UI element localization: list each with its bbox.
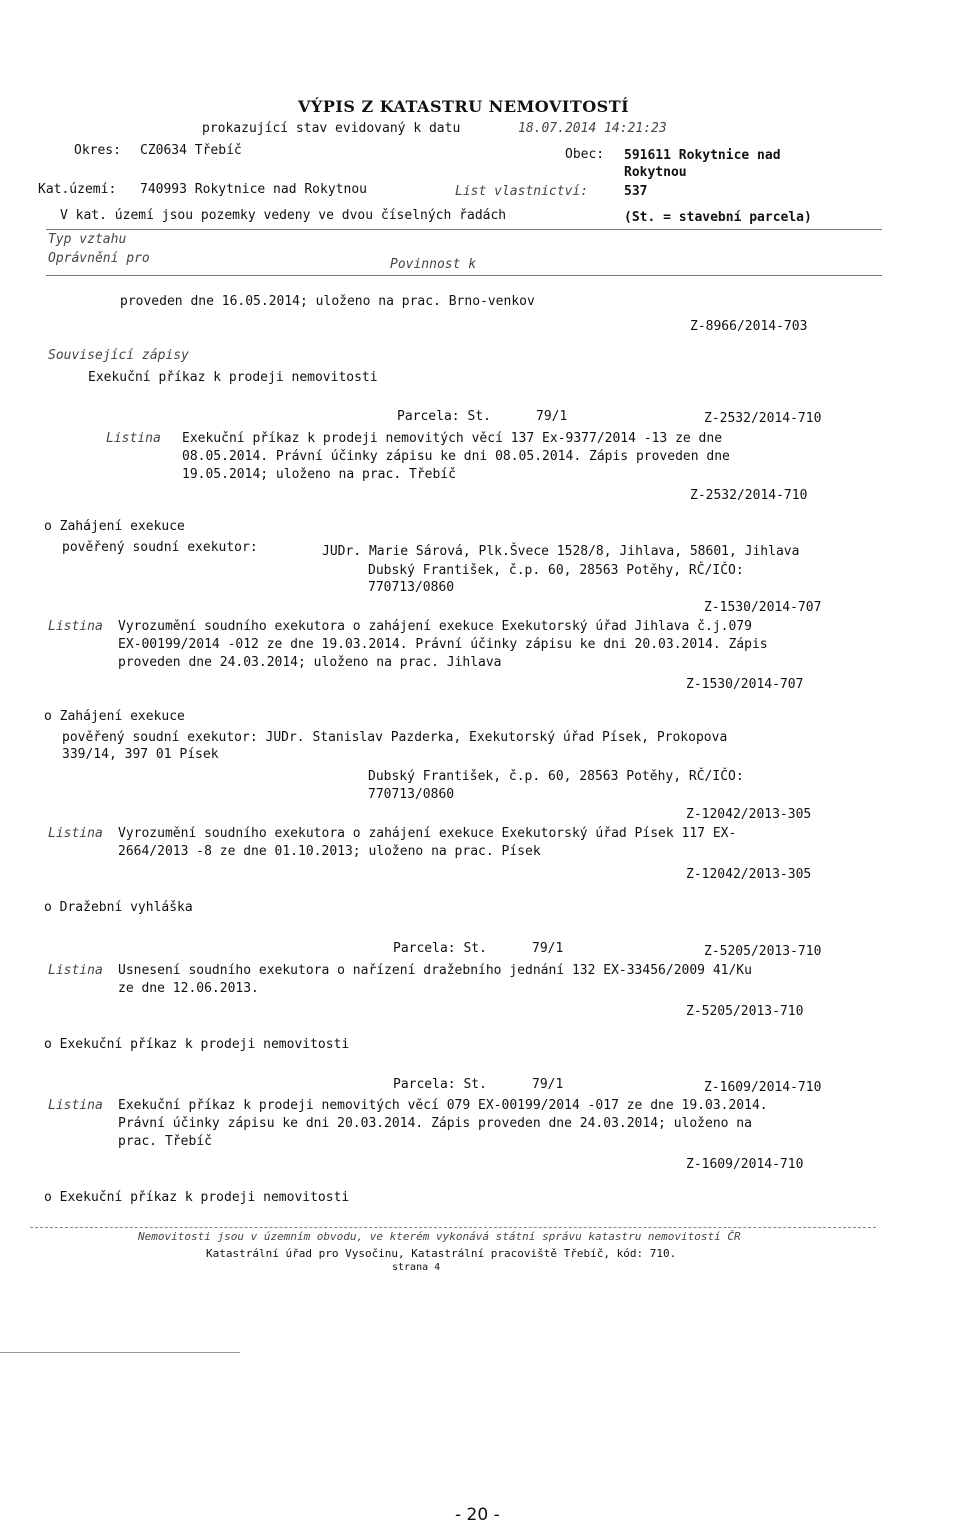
block1-parcela-value: 79/1 [536,409,568,424]
lv-value: 537 [624,184,648,199]
subtitle-prefix: prokazující stav evidovaný k datu [202,121,461,136]
block3-listina-label: Listina [48,826,103,841]
page-edge-line [0,1352,240,1353]
block1-ref-bottom: Z-2532/2014-710 [690,488,808,503]
block4-line2: ze dne 12.06.2013. [118,981,259,996]
document-title: VÝPIS Z KATASTRU NEMOVITOSTÍ [298,97,630,116]
block5-line1: Exekuční příkaz k prodeji nemovitých věcí 079 EX-00199/2014 -017 ze dne 19.03.2014. [118,1098,768,1113]
block5-line2: Právní účinky zápisu ke dni 20.03.2014. Zápis proveden dne 24.03.2014; uloženo na [118,1116,752,1131]
block3-ref-top: Z-12042/2013-305 [686,807,812,822]
block2-line2: EX-00199/2014 -012 ze dne 19.03.2014. Právní účinky zápisu ke dni 20.03.2014. Zápis [118,637,768,652]
block3-ref-bottom: Z-12042/2013-305 [686,867,812,882]
block1-parcela-label: Parcela: St. [397,409,491,424]
lv-label: List vlastnictví: [455,184,589,199]
block3-heading: o Zahájení exekuce [44,709,185,724]
block5-line3: prac. Třebíč [118,1134,212,1149]
block2-debtor-line2: 770713/0860 [368,580,455,595]
block4-line1: Usnesení soudního exekutora o nařízení dražebního jednání 132 EX-33456/2009 41/Ku [118,963,752,978]
obec-value-line2: Rokytnou [624,165,687,180]
block3-line2: 2664/2013 -8 ze dne 01.10.2013; uloženo na prac. Písek [118,844,541,859]
column-opravneni-pro: Oprávnění pro [48,251,150,266]
subtitle-date: 18.07.2014 14:21:23 [518,121,667,136]
block2-listina-label: Listina [48,619,103,634]
block2-exekutor-label: pověřený soudní exekutor: [62,540,258,555]
block3-exekutor-line2: 339/14, 397 01 Písek [62,747,219,762]
katuzemi-label: Kat.území: [38,182,117,197]
souvisejici-item: Exekuční příkaz k prodeji nemovitosti [88,370,378,385]
block6-heading: o Exekuční příkaz k prodeji nemovitosti [44,1190,350,1205]
block2-ref-top: Z-1530/2014-707 [704,600,822,615]
block2-heading: o Zahájení exekuce [44,519,185,534]
block2-ref-bottom: Z-1530/2014-707 [686,677,804,692]
block1-ref-top: Z-2532/2014-710 [704,411,822,426]
footer-line2: Katastrální úřad pro Vysočinu, Katastrální pracoviště Třebíč, kód: 710. [206,1247,677,1260]
block2-exekutor-value: JUDr. Marie Sárová, Plk.Švece 1528/8, Jihlava, 58601, Jihlava [322,544,800,559]
block3-line1: Vyrozumění soudního exekutora o zahájení exekuce Exekutorský úřad Písek 117 EX- [118,826,737,841]
block4-parcela-value: 79/1 [532,941,564,956]
block3-exekutor-line1: pověřený soudní exekutor: JUDr. Stanislav Pazderka, Exekutorský úřad Písek, Prokopova [62,730,728,745]
block1-line2: 08.05.2014. Právní účinky zápisu ke dni 08.05.2014. Zápis proveden dne [182,449,730,464]
block3-debtor-line1: Dubský František, č.p. 60, 28563 Potěhy, RČ/IČO: [368,769,744,784]
block5-ref-top: Z-1609/2014-710 [704,1080,822,1095]
okres-value: CZ0634 Třebíč [140,143,242,158]
block5-ref-bottom: Z-1609/2014-710 [686,1157,804,1172]
katuzemi-value: 740993 Rokytnice nad Rokytnou [140,182,367,197]
column-povinnost-k: Povinnost k [390,257,477,272]
note-left: V kat. území jsou pozemky vedeny ve dvou číselných řadách [60,208,507,223]
block4-heading: o Dražební vyhláška [44,900,193,915]
block3-debtor-line2: 770713/0860 [368,787,455,802]
block5-parcela-label: Parcela: St. [393,1077,487,1092]
block2-line1: Vyrozumění soudního exekutora o zahájení exekuce Exekutorský úřad Jihlava č.j.079 [118,619,752,634]
block4-listina-label: Listina [48,963,103,978]
block1-line3: 19.05.2014; uloženo na prac. Třebíč [182,467,456,482]
okres-label: Okres: [74,143,121,158]
column-typ-vztahu: Typ vztahu [48,232,127,247]
block0-line: proveden dne 16.05.2014; uloženo na prac. Brno-venkov [120,294,535,309]
block5-parcela-value: 79/1 [532,1077,564,1092]
note-right: (St. = stavební parcela) [624,210,812,225]
footer-divider [30,1227,876,1228]
page-number: - 20 - [455,1505,500,1525]
block5-heading: o Exekuční příkaz k prodeji nemovitosti [44,1037,350,1052]
block1-line1: Exekuční příkaz k prodeji nemovitých věcí 137 Ex-9377/2014 -13 ze dne [182,431,723,446]
header-divider [46,229,882,230]
block4-parcela-label: Parcela: St. [393,941,487,956]
souvisejici-label: Související zápisy [48,348,189,363]
footer-line3: strana 4 [392,1262,441,1273]
obec-value-line1: 591611 Rokytnice nad [624,148,781,163]
block2-debtor-line1: Dubský František, č.p. 60, 28563 Potěhy, RČ/IČO: [368,563,744,578]
block0-ref: Z-8966/2014-703 [690,319,808,334]
block2-line3: proveden dne 24.03.2014; uloženo na prac. Jihlava [118,655,502,670]
columns-divider [46,275,882,276]
block4-ref-top: Z-5205/2013-710 [704,944,822,959]
obec-label: Obec: [565,147,605,162]
block4-ref-bottom: Z-5205/2013-710 [686,1004,804,1019]
block5-listina-label: Listina [48,1098,103,1113]
block1-listina-label: Listina [106,431,161,446]
footer-line1: Nemovitosti jsou v územním obvodu, ve kterém vykonává státní správu katastru nemovitostí ČR [138,1230,741,1243]
